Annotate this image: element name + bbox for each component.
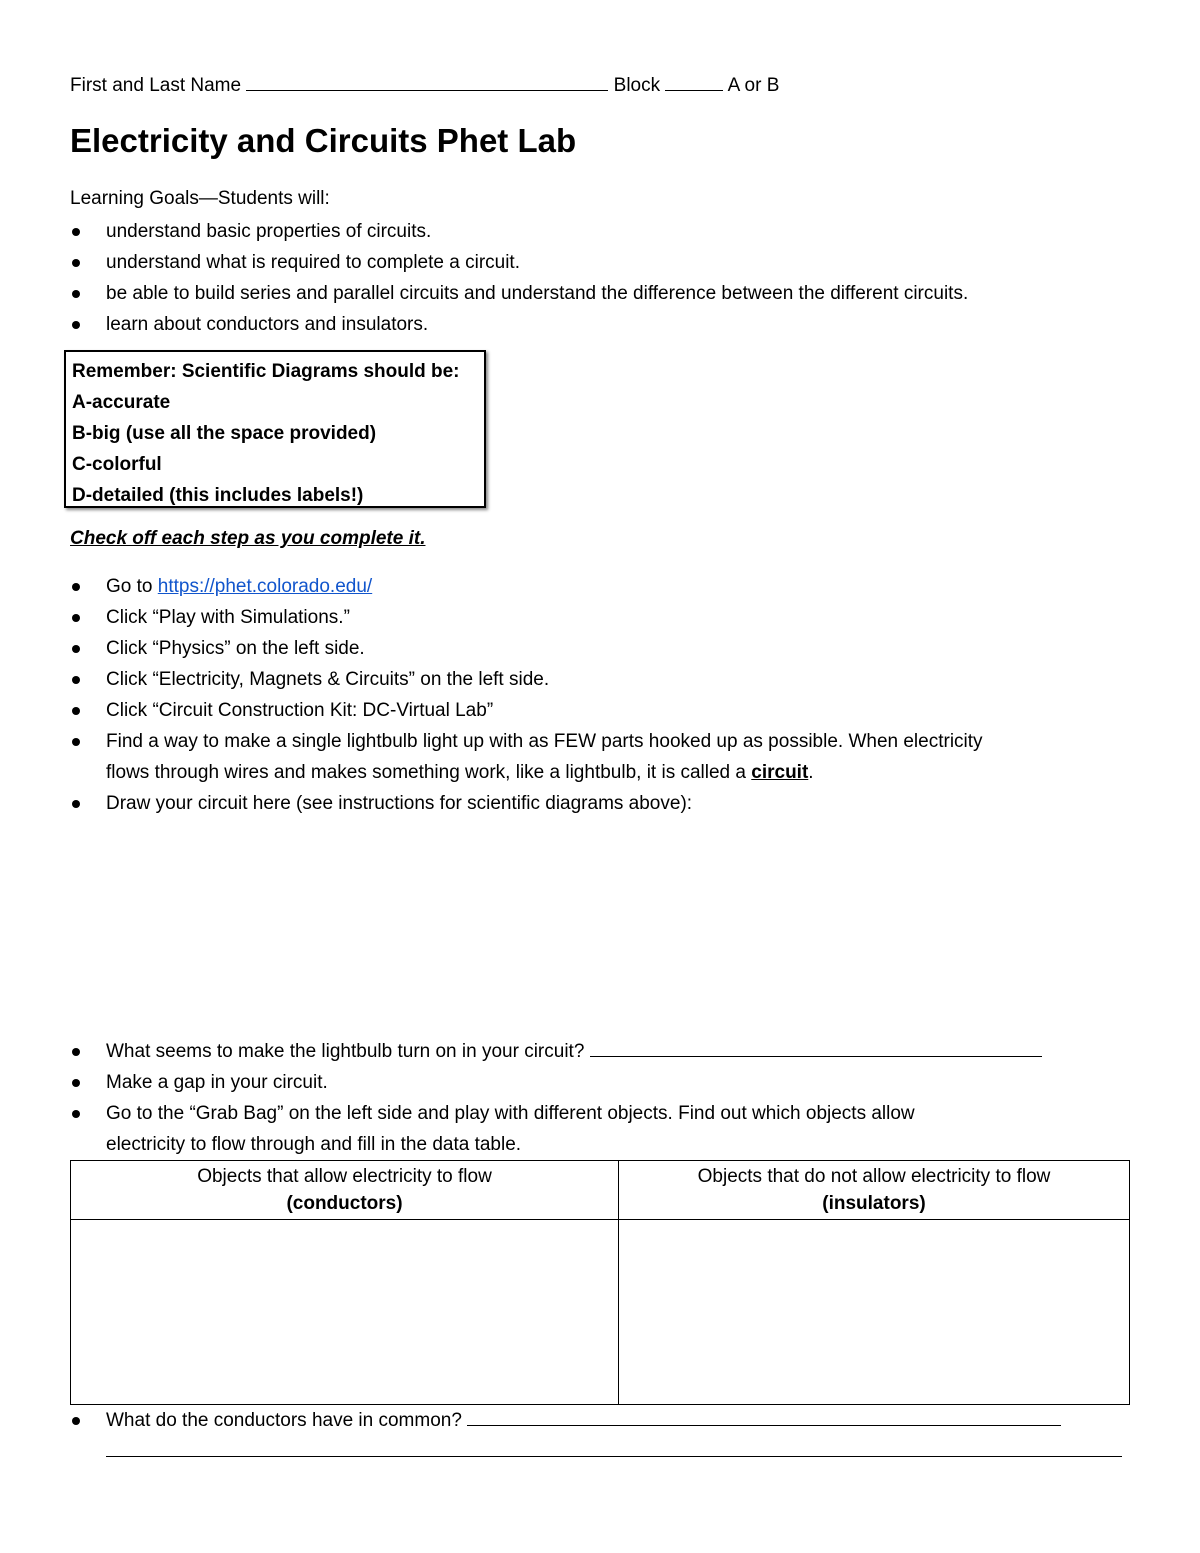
- questions-list: [70, 1036, 1130, 1160]
- table-header-row: [71, 1161, 1130, 1220]
- phet-link[interactable]: https://phet.colorado.edu/: [157, 576, 373, 597]
- answer-blank-2[interactable]: [106, 1438, 1122, 1457]
- list-item: understand what is required to complete a circuit.: [70, 247, 1130, 278]
- bullet-icon: [72, 707, 80, 715]
- bullet-icon: [72, 614, 80, 622]
- block-blank[interactable]: [665, 72, 723, 91]
- answer-blank[interactable]: [467, 1407, 1061, 1426]
- list-item: What do the conductors have in common?: [70, 1405, 1130, 1467]
- bullet-icon: [72, 1417, 80, 1425]
- list-item: What seems to make the lightbulb turn on in your circuit?: [70, 1036, 1130, 1067]
- bullet-icon: [72, 1110, 80, 1118]
- name-block-header: [70, 72, 779, 97]
- list-item: Click “Physics” on the left side.: [70, 633, 1130, 664]
- name-label: First and Last Name: [70, 75, 242, 96]
- list-item: Click “Circuit Construction Kit: DC-Virtual Lab”: [70, 695, 1130, 726]
- list-item: Click “Electricity, Magnets & Circuits” on the left side.: [70, 664, 1130, 695]
- list-item: Make a gap in your circuit.: [70, 1067, 1130, 1098]
- table-row: [71, 1220, 1130, 1405]
- check-off-note: Check off each step as you complete it.: [70, 528, 426, 549]
- bullet-icon: [72, 676, 80, 684]
- conductors-question-list: [70, 1405, 1130, 1467]
- learning-goals-heading: Learning Goals—Students will:: [70, 188, 330, 209]
- list-item: understand basic properties of circuits.: [70, 216, 1130, 247]
- list-item: Draw your circuit here (see instructions for scientific diagrams above):: [70, 788, 1130, 819]
- list-item: Click “Play with Simulations.”: [70, 602, 1130, 633]
- insulators-header: Objects that do not allow electricity to flow (insulators): [619, 1161, 1130, 1220]
- conductors-header: Objects that allow electricity to flow (conductors): [71, 1161, 619, 1220]
- page-title: Electricity and Circuits Phet Lab: [70, 122, 577, 159]
- answer-blank[interactable]: [590, 1038, 1042, 1057]
- reminder-line: C-colorful: [72, 454, 162, 475]
- block-label: Block: [613, 75, 661, 96]
- bullet-icon: [72, 1048, 80, 1056]
- reminder-line: D-detailed (this includes labels!): [72, 485, 364, 506]
- circuit-term: circuit: [751, 762, 809, 783]
- insulators-cell[interactable]: [619, 1220, 1130, 1405]
- list-item: be able to build series and parallel circuits and understand the difference between the different circuits.: [70, 278, 1130, 309]
- name-blank[interactable]: [246, 72, 608, 91]
- ab-label: A or B: [727, 75, 780, 96]
- bullet-icon: [72, 645, 80, 653]
- conductors-cell[interactable]: [71, 1220, 619, 1405]
- bullet-icon: [72, 738, 80, 746]
- bullet-icon: [72, 290, 80, 298]
- bullet-icon: [72, 228, 80, 236]
- reminder-heading: Remember: Scientific Diagrams should be:: [72, 361, 460, 382]
- learning-goals-list: [70, 216, 1130, 340]
- bullet-icon: [72, 800, 80, 808]
- reminder-line: A-accurate: [72, 392, 171, 413]
- steps-list: [70, 571, 1130, 819]
- list-item: Go to the “Grab Bag” on the left side and play with different objects. Find out which objects allow electricity to flow through and fill in the data table.: [70, 1098, 1130, 1160]
- bullet-icon: [72, 583, 80, 591]
- list-item: Go to https://phet.colorado.edu/: [70, 571, 1130, 602]
- bullet-icon: [72, 321, 80, 329]
- diagram-reminder-box: [64, 350, 486, 508]
- reminder-line: B-big (use all the space provided): [72, 423, 377, 444]
- bullet-icon: [72, 259, 80, 267]
- bullet-icon: [72, 1079, 80, 1087]
- list-item: Find a way to make a single lightbulb light up with as FEW parts hooked up as possible. When electricity flows through wires and makes something work, like a lightbulb, it is called a circuit.: [70, 726, 1130, 788]
- conductors-insulators-table: [70, 1160, 1130, 1405]
- list-item: learn about conductors and insulators.: [70, 309, 1130, 340]
